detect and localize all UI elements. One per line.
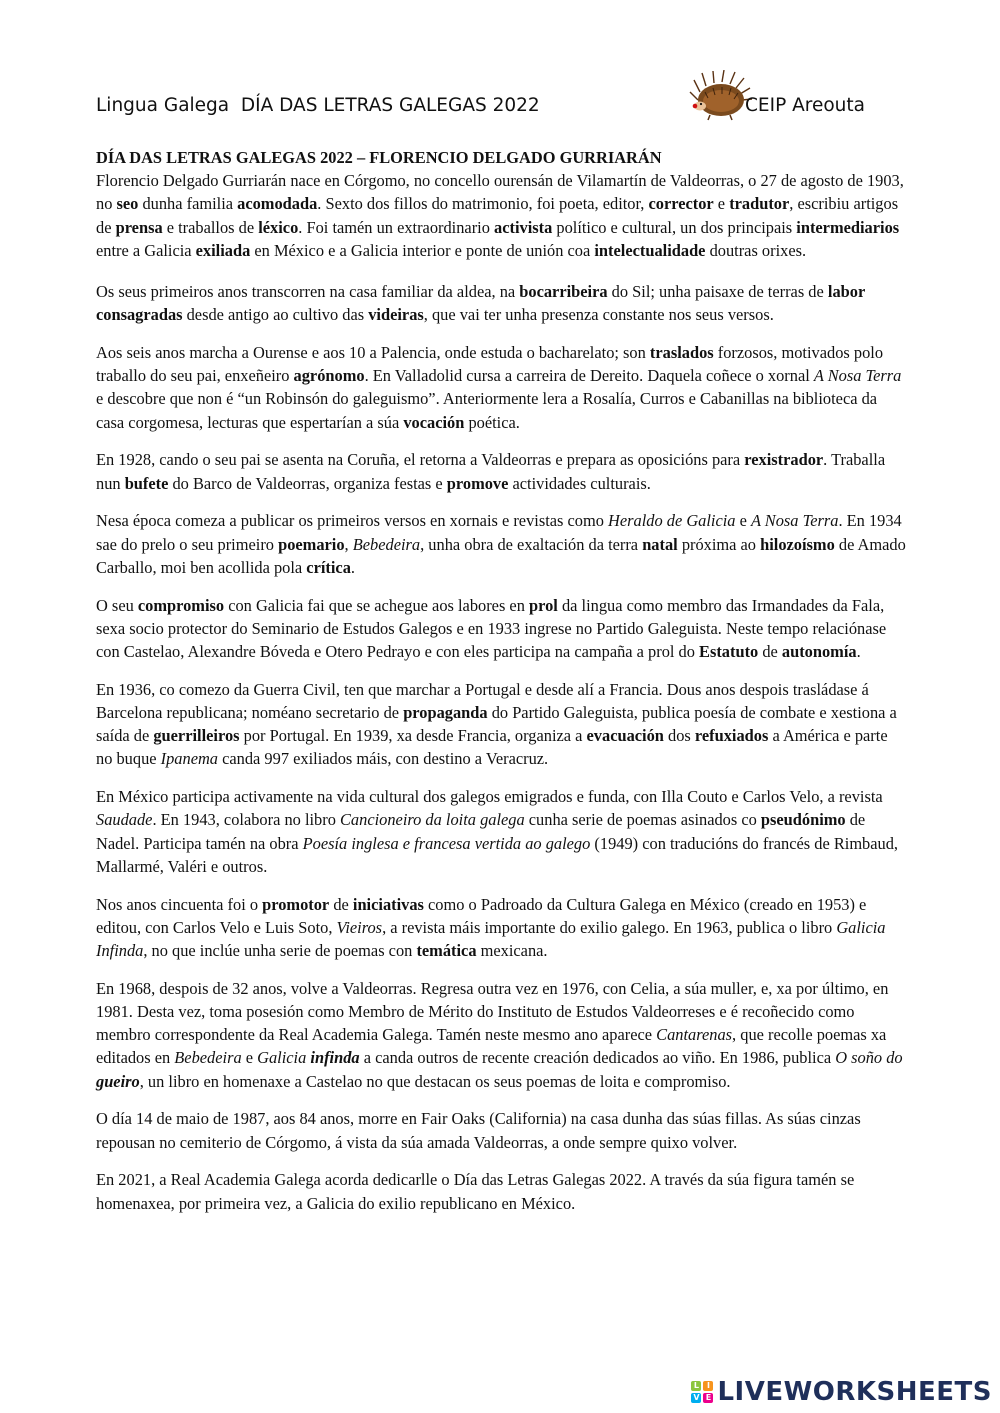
bold-word: refuxiados <box>694 726 769 746</box>
text-run: e <box>241 1048 258 1068</box>
italic-title: Galicia Infinda <box>96 917 886 961</box>
text-run: En 1928, cando o seu pai se asenta na Coruña, el retorna a Valdeorras e prepara as oposicións para <box>96 450 745 470</box>
bold-word: hilozoísmo <box>760 534 835 554</box>
text-run: de Amado Carballo, moi ben acollida pola <box>96 534 906 577</box>
bold-word: tradutor <box>729 194 790 214</box>
bold-word: promotor <box>262 894 330 914</box>
text-run: desde antigo ao cultivo das <box>182 305 369 325</box>
bold-word: léxico <box>258 217 299 237</box>
italic-title: A Nosa Terra <box>750 511 839 531</box>
text-run: Nesa época comeza a publicar os primeiros versos en xornais e revistas como <box>96 511 609 531</box>
bold-word: Estatuto <box>699 642 759 662</box>
bold-word: intermediarios <box>796 217 900 237</box>
text-run: Aos seis anos marcha a Ourense e aos 10 a Palencia, onde estuda o bacharelato; son <box>96 343 650 363</box>
text-run: da lingua como membro das Irmandades da Fala, sexa socio protector do Seminario de Estudos Galegos e en 1933 ingrese no Partido Galeguista. Neste tempo relaciónase con Castelao, Alexandre Bóveda e Otero Pedrayo e con eles participa na campaña a prol do <box>96 595 887 662</box>
school-name: CEIP Areouta <box>745 95 865 116</box>
bold-word: seo <box>116 194 139 214</box>
bold-word: propaganda <box>403 703 488 723</box>
brand-mark-letter: V <box>693 1393 700 1402</box>
paragraph-6 <box>96 594 908 664</box>
text-run: , un libro en homenaxe a Castelao no que destacan os seus poemas de loita e compromiso. <box>139 1071 731 1091</box>
brand-name: LIVEWORKSHEETS <box>717 1377 992 1407</box>
bold-word: prensa <box>115 217 163 237</box>
text-run: e <box>735 511 751 531</box>
text-run: de <box>329 894 353 914</box>
paragraph-10 <box>96 977 908 1093</box>
italic-title: A Nosa Terra <box>813 366 902 386</box>
text-run: en México e a Galicia interior e ponte de unión coa <box>250 240 595 260</box>
intro-paragraph <box>96 146 908 262</box>
bold-word: promove <box>446 473 509 493</box>
text-run: político e cultural, un dos principais <box>552 217 797 237</box>
text-run: , escribiu artigos de <box>96 194 899 237</box>
bold-word: guerrilleiros <box>153 726 240 746</box>
text-run: Nos anos cincuenta foi o <box>96 894 263 914</box>
text-run: como o Padroado da Cultura Galega en México (creado en 1953) e editou, con Carlos Velo e Luis Soto, <box>96 894 867 937</box>
text-run: a América e parte no buque <box>96 726 888 769</box>
header-subject-title: Lingua Galega DÍA DAS LETRAS GALEGAS 2022 <box>96 95 540 116</box>
liveworksheets-logo <box>691 1376 992 1408</box>
paragraph-3 <box>96 341 908 434</box>
italic-title: Cantarenas <box>656 1025 733 1045</box>
text-run: . Foi tamén un extraordinario <box>298 217 495 237</box>
italic-title: Bebedeira <box>352 534 421 554</box>
bold-word: evacuación <box>586 726 664 746</box>
bold-italic-word: gueiro <box>96 1071 140 1091</box>
text-run: . Sexto dos fillos do matrimonio, foi poeta, editor, <box>317 194 649 214</box>
text-run: mexicana. <box>476 941 548 961</box>
bold-word: corrector <box>648 194 714 214</box>
bold-word: autonomía <box>781 642 857 662</box>
bold-word: activista <box>494 217 553 237</box>
bold-word: natal <box>642 534 678 554</box>
document-body <box>96 146 908 1229</box>
text-run: En 1936, co comezo da Guerra Civil, ten que marchar a Portugal e desde alí a Francia. Dous anos despois trasládase á Barcelona republicana; noméano secretario de <box>96 679 869 723</box>
text-run: En México participa activamente na vida cultural dos galegos emigrados e funda, con Illa Couto e Carlos Velo, a revista <box>96 787 883 807</box>
paragraph-11: O día 14 de maio de 1987, aos 84 anos, morre en Fair Oaks (California) na casa dunha das súas fillas. As súas cinzas repousan no cemiterio de Córgomo, á vista da súa amada Valdeorras, a onde sempre quixo volver. <box>96 1109 861 1152</box>
paragraph-9 <box>96 893 908 963</box>
italic-title: Ipanema <box>160 749 219 769</box>
text-run: . <box>350 557 355 577</box>
brand-mark-letter: E <box>703 1393 713 1403</box>
text-run: . En 1934 sae do prelo o seu primeiro <box>96 511 902 554</box>
bold-word: videiras <box>368 305 424 325</box>
italic-title: Saudade <box>96 810 153 830</box>
paragraph-5 <box>96 509 908 579</box>
text-run: cunha serie de poemas asinados co <box>524 810 761 830</box>
page-header <box>96 90 906 140</box>
paragraph-8 <box>96 785 908 878</box>
bold-word: vocación <box>403 412 465 432</box>
text-run: dos <box>663 726 695 746</box>
text-run: O seu <box>96 595 138 615</box>
italic-title: Bebedeira <box>174 1048 242 1068</box>
text-run: Os seus primeiros anos transcorren na casa familiar da aldea, na <box>96 282 520 302</box>
liveworksheets-mark-icon <box>691 1381 713 1403</box>
italic-title: Vieiros <box>336 917 383 937</box>
text-run: entre a Galicia <box>96 240 196 260</box>
text-run: En 1968, despois de 32 anos, volve a Valdeorras. Regresa outra vez en 1976, con Celia, a súa muller, e, xa por último, en 1981. Desta vez, toma posesión como Membro de Mérito do Instituto de Estudos Valdeorreses e é recoñecido como membro correspondente da Real Academia Galega. Tamén neste mesmo ano aparece <box>96 978 889 1045</box>
bold-word: pseudónimo <box>760 810 846 830</box>
text-run: do Sil; unha paisaxe de terras de <box>607 282 828 302</box>
italic-title: Cancioneiro da loita galega <box>340 810 525 830</box>
text-run: e traballos de <box>162 217 259 237</box>
bold-word: intelectualidade <box>594 240 706 260</box>
bold-word: iniciativas <box>352 894 424 914</box>
italic-title: Galicia <box>257 1048 307 1068</box>
text-run: (1949) con traducións do francés de Rimbaud, Mallarmé, Valéri e outros. <box>96 833 899 876</box>
bold-word: crítica <box>306 557 351 577</box>
text-run: e <box>713 194 730 214</box>
text-run: , no que inclúe unha serie de poemas con <box>143 941 417 961</box>
text-run: . En Valladolid cursa a carreira de Dereito. Daquela coñece o xornal <box>364 366 814 386</box>
paragraph-12: En 2021, a Real Academia Galega acorda dedicarlle o Día das Letras Galegas 2022. A través da súa figura tamén se homenaxea, por primeira vez, a Galicia do exilio republicano en México. <box>96 1170 855 1213</box>
bold-word: prol <box>529 595 558 615</box>
bold-word: acomodada <box>237 194 318 214</box>
text-run: doutras orixes. <box>705 240 807 260</box>
text-run: . En 1943, colabora no libro <box>152 810 340 830</box>
bold-word: compromiso <box>137 595 225 615</box>
text-run: próxima ao <box>677 534 761 554</box>
text-run: do Barco de Valdeorras, organiza festas e <box>168 473 447 493</box>
paragraph-2 <box>96 280 908 326</box>
text-run: actividades culturais. <box>508 473 651 493</box>
text-run: forzosos, motivados polo traballo do seu pai, enxeñeiro <box>96 343 884 386</box>
document-title: DÍA DAS LETRAS GALEGAS 2022 – FLORENCIO DELGADO GURRIARÁN <box>96 148 662 167</box>
text-run: , que recolle poemas xa editados en <box>96 1025 887 1068</box>
paragraph-7 <box>96 678 908 771</box>
text-run: . <box>856 642 861 662</box>
bold-word: rexistrador <box>744 450 824 470</box>
bold-word: traslados <box>649 343 714 363</box>
paragraph-4 <box>96 448 908 494</box>
italic-title: Heraldo de Galicia <box>608 511 736 531</box>
text-run: dunha familia <box>138 194 238 214</box>
brand-mark-letter: L <box>691 1381 701 1391</box>
text-run: , <box>344 534 353 554</box>
text-run: con Galicia fai que se achegue aos labores en <box>224 595 530 615</box>
text-run: e descobre que non é “un Robinsón do galeguismo”. Anteriormente lera a Rosalía, Curros e Cabanillas na biblioteca da casa corgomesa, lecturas que espertarían a súa <box>96 389 878 432</box>
text-run: por Portugal. En 1939, xa desde Francia, organiza a <box>239 726 587 746</box>
text-run: . Traballa nun <box>96 450 886 493</box>
text-run: de Nadel. Participa tamén na obra <box>96 810 866 853</box>
text-run: canda 997 exiliados máis, con destino a Veracruz. <box>218 749 549 769</box>
brand-mark-letter: I <box>703 1381 713 1391</box>
bold-word: temática <box>416 941 477 961</box>
bold-word: agrónomo <box>293 366 365 386</box>
text-run: , a revista máis importante do exilio galego. En 1963, publica o libro <box>382 917 837 937</box>
bold-word: bocarribeira <box>519 282 608 302</box>
italic-title: Poesía inglesa e francesa vertida ao galego <box>302 833 591 853</box>
bold-word: labor consagradas <box>96 282 865 325</box>
bold-word: exiliada <box>195 240 251 260</box>
bold-word: poemario <box>278 534 345 554</box>
text-run: de <box>758 642 782 662</box>
text-run: , que vai ter unha presenza constante nos seus versos. <box>423 305 774 325</box>
text-run: Florencio Delgado Gurriarán nace en Córgomo, no concello ourensán de Vilamartín de Valdeorras, o 27 de agosto de 1903, no <box>96 171 904 214</box>
text-run: , unha obra de exaltación da terra <box>420 534 643 554</box>
italic-title: O soño do <box>835 1048 903 1068</box>
text-run: do Partido Galeguista, publica poesía de combate e xestiona a saída de <box>96 703 897 746</box>
text-run: poética. <box>464 412 520 432</box>
bold-word: bufete <box>124 473 169 493</box>
text-run: a canda outros de recente creación dedicados ao viño. En 1986, publica <box>359 1048 836 1068</box>
bold-italic-word: infinda <box>310 1048 360 1068</box>
